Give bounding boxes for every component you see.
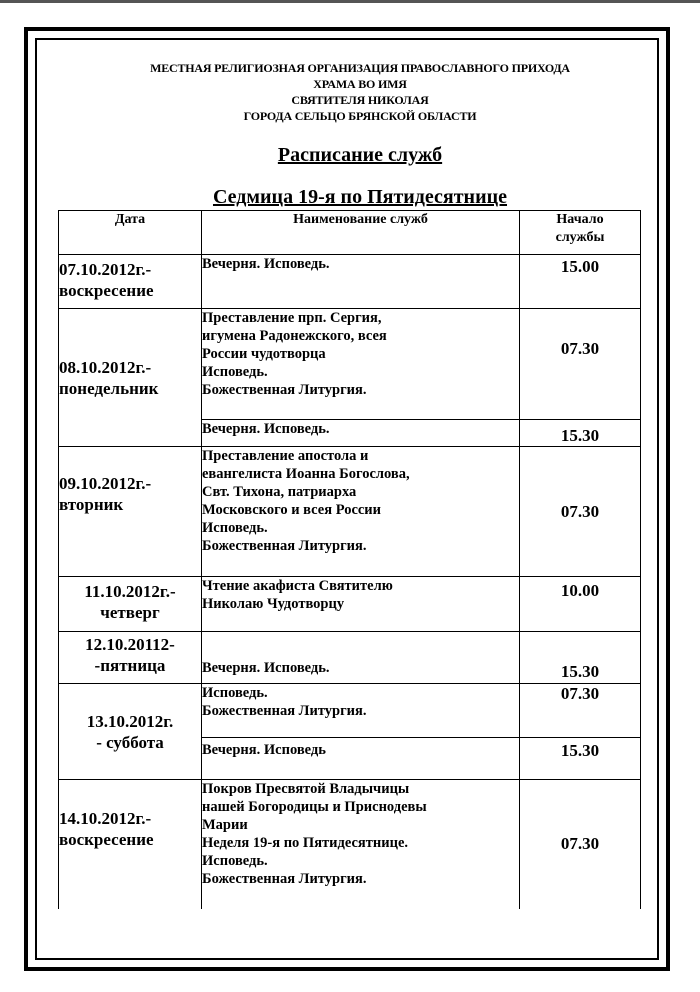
week-subtitle: Седмица 19-я по Пятидесятнице (212, 186, 508, 208)
table-row (59, 684, 641, 738)
date-value: 09.10.2012г.- (59, 474, 152, 493)
service-line: Вечерня. Исповедь. (202, 256, 330, 272)
service-line: Чтение акафиста Святителю (202, 578, 393, 594)
service-line: Вечерня. Исповедь (202, 742, 326, 758)
service-line: Николаю Чудотворцу (202, 596, 345, 612)
service-line: России чудотворца (202, 346, 326, 362)
start-time: 15.30 (520, 420, 641, 447)
service-line: Божественная Литургия. (202, 703, 367, 719)
date-value: 13.10.2012г. (86, 711, 174, 731)
header-service: Наименование служб (202, 211, 520, 255)
page-title: Расписание служб (277, 144, 443, 166)
date-cell (59, 780, 202, 909)
service-cell (202, 420, 520, 447)
start-time: 07.30 (520, 309, 641, 420)
service-cell (202, 632, 520, 684)
header-line-2: ХРАМА ВО ИМЯ (313, 77, 407, 91)
header-start-time (520, 211, 641, 255)
header-line-1: МЕСТНАЯ РЕЛИГИОЗНАЯ ОРГАНИЗАЦИЯ ПРАВОСЛАВНОГО ПРИХОДА (150, 61, 570, 75)
service-cell (202, 780, 520, 909)
table-row (59, 447, 641, 577)
table-row (59, 780, 641, 909)
date-value: 08.10.2012г.- (59, 357, 152, 377)
header-line-4: ГОРОДА СЕЛЬЦО БРЯНСКОЙ ОБЛАСТИ (243, 109, 477, 123)
header-line-3: СВЯТИТЕЛЯ НИКОЛАЯ (291, 93, 429, 107)
service-line: Покров Пресвятой Владычицы (202, 781, 410, 797)
service-line: Вечерня. Исповедь. (202, 421, 330, 437)
service-line: Вечерня. Исповедь. (202, 660, 330, 676)
weekday: воскресение (59, 830, 154, 849)
service-line: Божественная Литургия. (202, 382, 367, 398)
header-start-line-2: службы (555, 230, 605, 245)
date-value: 12.10.20112- (85, 635, 175, 654)
service-line: Преставление прп. Сергия, (202, 310, 382, 326)
service-line: Московского и всея России (202, 502, 382, 518)
service-line: Божественная Литургия. (202, 871, 367, 887)
weekday: понедельник (59, 378, 159, 398)
service-line: игумена Радонежского, всея (202, 328, 387, 344)
service-line: Преставление апостола и (202, 448, 369, 464)
weekday: - суббота (96, 732, 164, 752)
service-line: Исповедь. (202, 520, 268, 536)
date-cell (59, 309, 202, 447)
service-cell (202, 255, 520, 309)
start-time: 07.30 (520, 684, 641, 738)
header-date: Дата (59, 211, 202, 255)
date-value: 11.10.2012г.- (84, 582, 176, 601)
service-cell (202, 447, 520, 577)
date-cell (59, 632, 202, 684)
start-time: 07.30 (520, 780, 641, 909)
start-time: 15.00 (520, 255, 641, 309)
service-line: Марии (202, 817, 248, 833)
service-line: евангелиста Иоанна Богослова, (202, 466, 410, 482)
service-line: Исповедь. (202, 364, 268, 380)
date-cell (59, 447, 202, 577)
start-time: 15.30 (520, 632, 641, 684)
weekday: вторник (59, 495, 124, 514)
service-line: Божественная Литургия. (202, 538, 367, 554)
start-time: 07.30 (520, 447, 641, 577)
table-row (59, 577, 641, 632)
service-line: Исповедь. (202, 853, 268, 869)
service-line: Исповедь. (202, 685, 268, 701)
organization-header (60, 60, 660, 124)
date-value: 14.10.2012г.- (59, 809, 152, 828)
table-row (59, 632, 641, 684)
schedule-table (58, 210, 641, 909)
header-start-line-1: Начало (556, 212, 604, 227)
service-cell (202, 684, 520, 738)
table-row (59, 255, 641, 309)
start-time: 10.00 (520, 577, 641, 632)
start-time: 15.30 (520, 738, 641, 780)
top-edge-bar (0, 0, 700, 3)
table-row (59, 309, 641, 420)
table-header-row (59, 211, 641, 255)
date-cell (59, 577, 202, 632)
date-cell (59, 684, 202, 780)
weekday: четверг (100, 603, 160, 622)
date-cell (59, 255, 202, 309)
date-value: 07.10.2012г.- (59, 260, 152, 279)
service-line: нашей Богородицы и Приснодевы (202, 799, 427, 815)
service-cell (202, 738, 520, 780)
service-cell (202, 577, 520, 632)
service-line: Свт. Тихона, патриарха (202, 484, 357, 500)
service-cell (202, 309, 520, 420)
weekday: -пятница (94, 656, 166, 675)
service-line: Неделя 19-я по Пятидесятнице. (202, 835, 409, 851)
weekday: воскресение (59, 281, 154, 300)
